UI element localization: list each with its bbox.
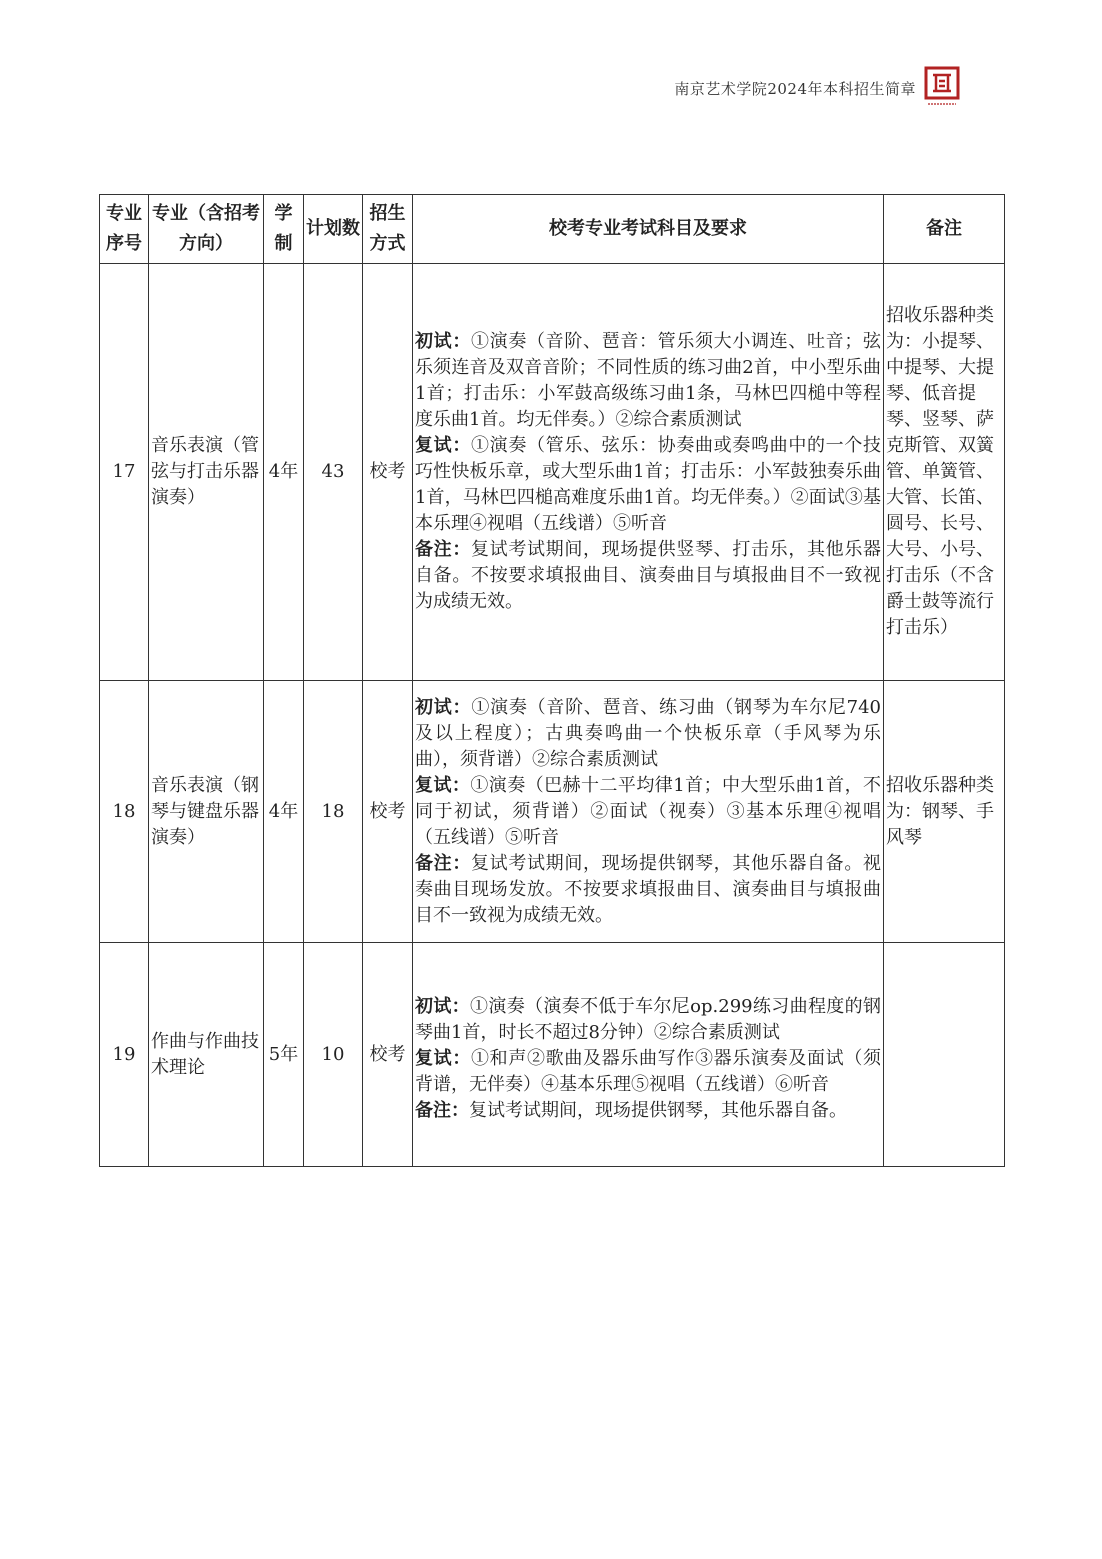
first-round-label: 初试： (415, 331, 471, 352)
first-round-text: ①演奏（音阶、琶音：管乐须大小调连、吐音；弦乐须连音及双音音阶；不同性质的练习曲2首，中小型乐曲1首；打击乐：小军鼓高级练习曲1条，马林巴四槌中等程度乐曲1首。均无伴奏。）②综合素质测试 (415, 331, 881, 430)
header-years: 学制 (264, 195, 304, 264)
first-round-text: ①演奏（演奏不低于车尔尼op.299练习曲程度的钢琴曲1首，时长不超过8分钟）②综合素质测试 (415, 995, 881, 1043)
row-plan: 18 (304, 681, 363, 943)
header-method: 招生方式 (363, 195, 413, 264)
remark-label: 备注： (415, 1099, 469, 1121)
second-round-text: ①演奏（管乐、弦乐：协奏曲或奏鸣曲中的一个技巧性快板乐章，或大型乐曲1首；打击乐：小军鼓独奏乐曲1首，马林巴四槌高难度乐曲1首。均无伴奏。）②面试③基本乐理④视唱（五线谱）⑤听音 (415, 435, 881, 534)
row-method: 校考 (363, 264, 413, 681)
first-round-label: 初试： (415, 696, 472, 718)
row-seq: 19 (100, 943, 149, 1167)
second-round-label: 复试： (415, 774, 471, 796)
row-seq: 17 (100, 264, 149, 681)
second-round-label: 复试： (415, 1047, 471, 1069)
row-method: 校考 (363, 681, 413, 943)
header-requirements: 校考专业考试科目及要求 (413, 195, 884, 264)
row-notes (884, 943, 1005, 1167)
row-seq: 18 (100, 681, 149, 943)
table-row (100, 264, 1005, 681)
row-years: 4年 (264, 681, 304, 943)
row-plan: 43 (304, 264, 363, 681)
header-notes: 备注 (884, 195, 1005, 264)
row-requirements (413, 943, 884, 1167)
table-row (100, 943, 1005, 1167)
row-plan: 10 (304, 943, 363, 1167)
row-requirements (413, 264, 884, 681)
table-header-row (100, 195, 1005, 264)
row-major: 作曲与作曲技术理论 (149, 943, 264, 1167)
header-major: 专业（含招考方向） (149, 195, 264, 264)
row-years: 5年 (264, 943, 304, 1167)
remark-text: 复试考试期间，现场提供竖琴、打击乐，其他乐器自备。不按要求填报曲目、演奏曲目与填报曲目不一致视为成绩无效。 (415, 539, 881, 612)
row-notes: 招收乐器种类为：钢琴、手风琴 (884, 681, 1005, 943)
header-plan: 计划数 (304, 195, 363, 264)
row-major: 音乐表演（钢琴与键盘乐器演奏） (149, 681, 264, 943)
first-round-label: 初试： (415, 995, 471, 1017)
header-seq: 专业序号 (100, 195, 149, 264)
second-round-label: 复试： (415, 435, 471, 456)
row-years: 4年 (264, 264, 304, 681)
remark-label: 备注： (415, 539, 471, 560)
admission-table (99, 194, 1005, 1167)
university-seal-logo (924, 66, 960, 108)
row-method: 校考 (363, 943, 413, 1167)
remark-label: 备注： (415, 852, 471, 874)
second-round-text: ①演奏（巴赫十二平均律1首；中大型乐曲1首，不同于初试，须背谱）②面试（视奏）③基本乐理④视唱（五线谱）⑤听音 (415, 774, 882, 848)
page-header-title: 南京艺术学院2024年本科招生简章 (674, 80, 916, 98)
second-round-text: ①和声②歌曲及器乐曲写作③器乐演奏及面试（须背谱，无伴奏）④基本乐理⑤视唱（五线谱）⑥听音 (415, 1047, 881, 1095)
row-requirements (413, 681, 884, 943)
remark-text: 复试考试期间，现场提供钢琴，其他乐器自备。 (469, 1099, 847, 1121)
first-round-text: ①演奏（音阶、琶音、练习曲（钢琴为车尔尼740及以上程度）；古典奏鸣曲一个快板乐章（手风琴为乐曲），须背谱）②综合素质测试 (415, 696, 882, 770)
row-notes: 招收乐器种类为：小提琴、中提琴、大提琴、低音提琴、竖琴、萨克斯管、双簧管、单簧管、大管、长笛、圆号、长号、大号、小号、打击乐（不含爵士鼓等流行打击乐） (884, 264, 1005, 681)
table-row (100, 681, 1005, 943)
remark-text: 复试考试期间，现场提供钢琴，其他乐器自备。视奏曲目现场发放。不按要求填报曲目、演奏曲目与填报曲目不一致视为成绩无效。 (415, 852, 881, 926)
row-major: 音乐表演（管弦与打击乐器演奏） (149, 264, 264, 681)
